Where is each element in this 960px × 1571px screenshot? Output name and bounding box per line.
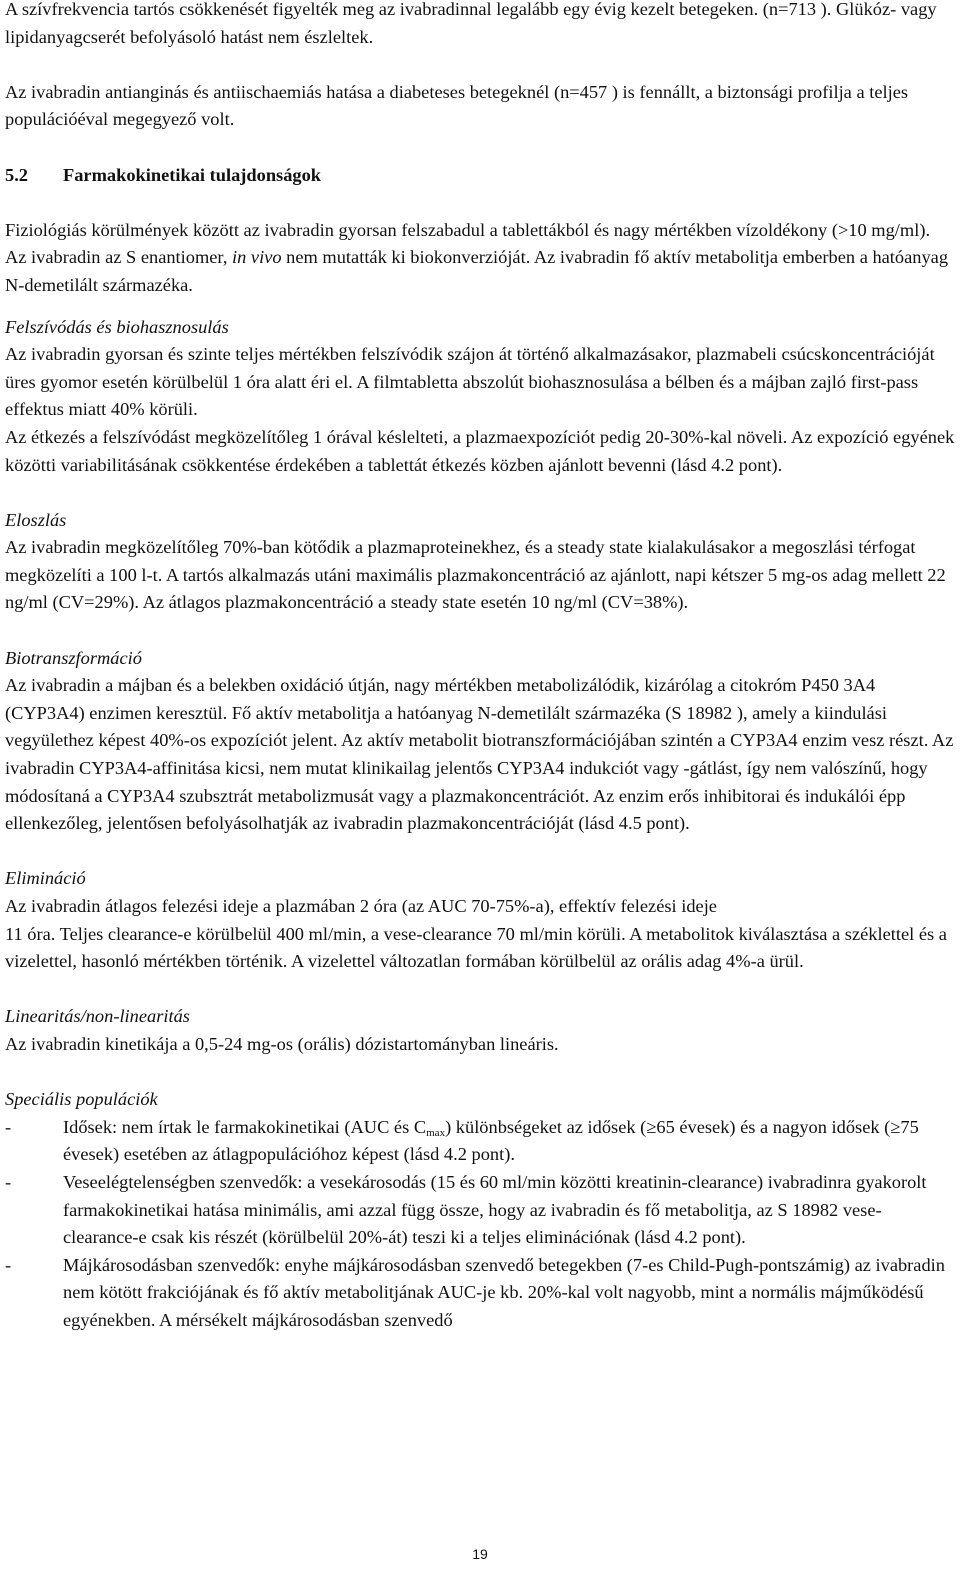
special-populations-heading: Speciális populációk [5,1089,158,1110]
list-item-hepatic [5,1252,955,1335]
list-dash: - [5,1116,12,1137]
page-number: 19 [472,1546,488,1562]
intro-paragraph-2: Az ivabradin antianginás és antiischaemiás hatása a diabeteses betegeknél (n=457 ) is fennállt, a biztonsági profilja a teljes populációéval megegyező volt. [5,81,909,130]
list-item-elderly [5,1114,955,1169]
list-dash: - [5,1254,12,1275]
section-title: Farmakokinetikai tulajdonságok [63,164,322,185]
elimination-rest: 11 óra. Teljes clearance-e körülbelül 400 ml/min, a vese-clearance 70 ml/min körüli. A metabolitok kiválasztása a széklettel és a vizelettel, hasonló mértékben történik. A vizelettel változatlan formában körülbelül az orális adag 4%-a ürül. [5,923,947,972]
cmax-subscript: max [426,1126,446,1139]
absorption-paragraph-1: Az ivabradin gyorsan és szinte teljes mértékben felszívódik szájon át történő alkalmazásakor, plazmabeli csúcskoncentrációját üres gyomor esetén körülbelül 1 óra alatt éri el. A filmtabletta abszolút biohasznosulása a bélben és a májban zajló first-pass effektus miatt 40% körüli. [5,344,935,420]
section-intro-paragraph [5,217,955,300]
absorption-heading: Felszívódás és biohasznosulás [5,316,229,337]
intro-paragraph-1: A szívfrekvencia tartós csökkenését figyelték meg az ivabradinnal legalább egy évig kezelt betegeken. (n=713 ). Glükóz- vagy lipidanyagcserét befolyásoló hatást nem észleltek. [5,0,937,47]
linearity-paragraph: Az ivabradin kinetikája a 0,5-24 mg-os (orális) dózistartományban lineáris. [5,1033,559,1054]
section-number: 5.2 [5,164,28,185]
in-vivo-term: in vivo [232,247,282,268]
section-intro-text-a: Fiziológiás körülmények között az ivabradin gyorsan felszabadul a tablettákból és nagy mértékben vízoldékony (>10 mg/ml). Az ivabradin az S enantiomer, [5,219,931,268]
hepatic-text: Májkárosodásban szenvedők: enyhe májkárosodásban szenvedő betegekben (7-es Child-Pugh-pontszámig) az ivabradin nem kötött frakciójának és fő aktív metabolitjának AUC-je kb. 20%-kal volt nagyobb, mint a normális májműködésű egyénekben. A mérsékelt májkárosodásban szenvedő [63,1254,945,1330]
biotransformation-heading: Biotranszformáció [5,647,142,668]
document-page [5,0,955,1335]
elderly-text-a: Idősek: nem írtak le farmakokinetikai (AUC és C [63,1116,427,1137]
renal-text: Veseelégtelenségben szenvedők: a vesekárosodás (15 és 60 ml/min közötti kreatinin-clearance) ivabradinra gyakorolt farmakokinetikai hatása minimális, ami azzal függ össze, hogy az ivabradin és fő metabolitja, az S 18982 vese-clearance-e csak kis részét (körülbelül 20%-át) teszi ki a teljes eliminációnak (lásd 4.2 pont). [63,1171,927,1248]
linearity-heading: Linearitás/non-linearitás [5,1006,190,1027]
distribution-heading: Eloszlás [5,509,67,530]
elimination-line-1: Az ivabradin átlagos felezési ideje a plazmában 2 óra (az AUC 70-75%-a), effektív felezési ideje [5,896,717,916]
distribution-paragraph: Az ivabradin megközelítőleg 70%-ban kötődik a plazmaproteinekhez, és a steady state kialakulásakor a megoszlási térfogat megközelíti a 100 l-t. A tartós alkalmazás utáni maximális plazmakoncentráció az ajánlott, napi kétszer 5 mg-os adag mellett 22 ng/ml (CV=29%). Az átlagos plazmakoncentráció a steady state esetén 10 ng/ml (CV=38%). [5,537,946,613]
list-dash: - [5,1171,12,1192]
elimination-paragraph [5,893,955,976]
list-item-renal [5,1169,955,1252]
section-intro-text-b: nem mutatták ki biokonverzióját. Az ivabradin fő aktív metabolitja emberben a hatóanyag N-demetilált származéka. [5,247,949,295]
section-heading [5,162,955,190]
elimination-heading: Elimináció [5,868,86,889]
biotransformation-paragraph: Az ivabradin a májban és a belekben oxidáció útján, nagy mértékben metabolizálódik, kizárólag a citokróm P450 3A4 (CYP3A4) enzimen keresztül. Fő aktív metabolitja a hatóanyag N-demetilált származéka (S 18982 ), amely a kiindulási vegyülethez képest 40%-os expozíciót jelent. Az aktív metabolit biotranszformációjában szintén a CYP3A4 enzim vesz részt. Az ivabradin CYP3A4-affinitása kicsi, nem mutat klinikailag jelentős CYP3A4 indukciót vagy -gátlást, így nem valószínű, hogy módosítaná a CYP3A4 szubsztrát metabolizmusát vagy a plazmakoncentrációt. Az enzim erős inhibitorai és indukálói épp ellenkezőleg, jelentősen befolyásolhatják az ivabradin plazmakoncentrációját (lásd 4.5 pont). [5,675,954,834]
elderly-text-b: ) különbségeket az idősek (≥65 évesek) és a nagyon idősek (≥75 évesek) esetében az átlagpopulációhoz képest (lásd 4.2 pont). [63,1116,919,1165]
special-populations-list [5,1114,955,1335]
absorption-paragraph-2: Az étkezés a felszívódást megközelítőleg 1 órával késlelteti, a plazmaexpozíciót pedig 20-30%-kal növeli. Az expozíció egyének közötti variabilitásának csökkentése érdekében a tablettát étkezés közben ajánlott bevenni (lásd 4.2 pont). [5,426,955,475]
